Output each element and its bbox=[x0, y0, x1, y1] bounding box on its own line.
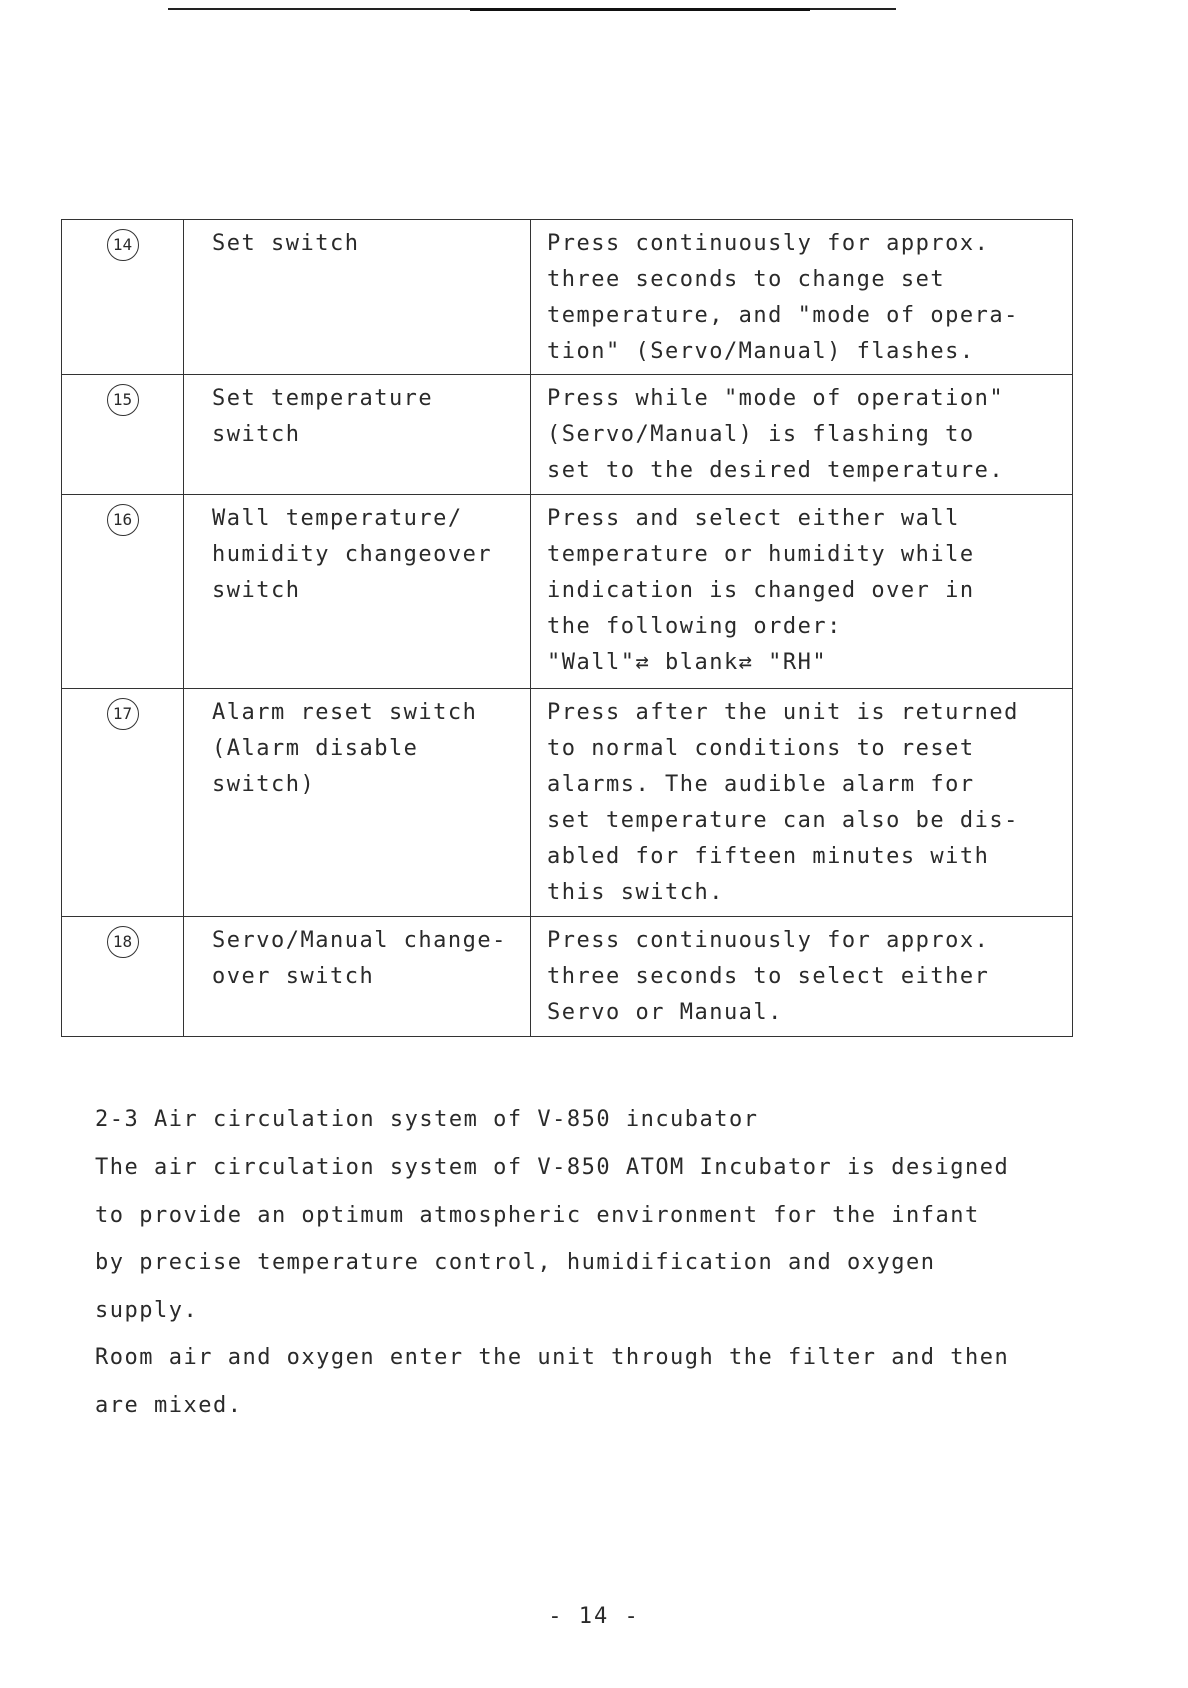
circled-number: 18 bbox=[107, 926, 139, 958]
circled-number: 16 bbox=[107, 504, 139, 536]
switch-description: Press continuously for approx. three seconds to select either Servo or Manual. bbox=[531, 917, 1073, 1037]
table-row bbox=[62, 220, 1073, 375]
switch-name: Alarm reset switch (Alarm disable switch) bbox=[184, 689, 531, 917]
section-paragraph: The air circulation system of V-850 ATOM Incubator is designed to provide an optimum atmospheric environment for the infant by precise temperature control, humidification and oxygen supply. bbox=[95, 1155, 1010, 1323]
switch-description: Press continuously for approx. three seconds to change set temperature, and "mode of opera- tion" (Servo/Manual) flashes. bbox=[531, 220, 1073, 375]
switch-name: Set switch bbox=[184, 220, 531, 375]
table-row bbox=[62, 375, 1073, 495]
item-number-cell bbox=[62, 917, 184, 1037]
circled-number: 17 bbox=[107, 698, 139, 730]
switch-table bbox=[61, 219, 1073, 1037]
switch-name: Set temperature switch bbox=[184, 375, 531, 495]
switch-description: Press while "mode of operation" (Servo/Manual) is flashing to set to the desired temperature. bbox=[531, 375, 1073, 495]
section-title: 2-3 Air circulation system of V-850 incubator bbox=[95, 1107, 759, 1132]
section-paragraph: Room air and oxygen enter the unit through the filter and then are mixed. bbox=[95, 1345, 1010, 1418]
table-row bbox=[62, 689, 1073, 917]
item-number-cell bbox=[62, 495, 184, 689]
page-number: - 14 - bbox=[548, 1604, 640, 1629]
circled-number: 15 bbox=[107, 384, 139, 416]
table-row bbox=[62, 495, 1073, 689]
item-number-cell bbox=[62, 220, 184, 375]
switch-name: Servo/Manual change- over switch bbox=[184, 917, 531, 1037]
switch-name: Wall temperature/ humidity changeover switch bbox=[184, 495, 531, 689]
circled-number: 14 bbox=[107, 229, 139, 261]
top-rule-thick bbox=[470, 8, 810, 11]
switch-description: Press and select either wall temperature or humidity while indication is changed over in the following order: "Wall"⇄ blank⇄ "RH" bbox=[531, 495, 1073, 689]
table-row bbox=[62, 917, 1073, 1037]
item-number-cell bbox=[62, 375, 184, 495]
switch-description: Press after the unit is returned to normal conditions to reset alarms. The audible alarm for set temperature can also be dis- abled for fifteen minutes with this switch. bbox=[531, 689, 1073, 917]
item-number-cell bbox=[62, 689, 184, 917]
